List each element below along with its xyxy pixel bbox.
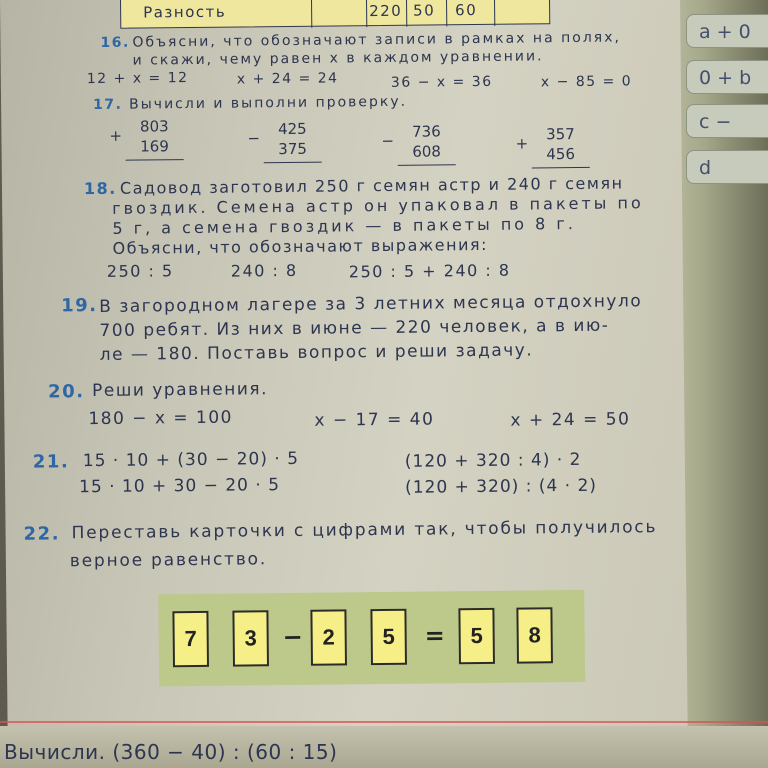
column-difference-1	[247, 119, 321, 164]
task-18-text-3: 5 г, а семена гвоздик — в пакеты по 8 г.	[112, 213, 576, 238]
task-21-expr-1: 15 · 10 + (30 − 20) · 5	[82, 448, 300, 472]
digit-cards-panel	[158, 590, 585, 686]
task-16-text-2: и скажи, чему равен x в каждом уравнении.	[132, 48, 544, 69]
task-17-text: Вычисли и выполни проверку.	[129, 93, 408, 113]
task-18-number: 18.	[83, 178, 117, 199]
task-20-eq-2: x − 17 = 40	[314, 409, 435, 431]
digit-card-2[interactable]: 2	[310, 609, 347, 665]
task-21-expr-3: (120 + 320 : 4) · 2	[404, 449, 582, 472]
task-20-eq-1: 180 − x = 100	[88, 407, 234, 430]
task-21-number: 21.	[32, 451, 70, 473]
digit-card-5[interactable]: 5	[370, 609, 407, 665]
table-value-3: 60	[455, 1, 478, 20]
column-sum-1	[109, 116, 183, 161]
task-21-expr-4: (120 + 320) : (4 · 2)	[405, 475, 598, 498]
task-22-number: 22.	[23, 523, 61, 545]
task-16-eq-1: 12 + x = 12	[86, 70, 189, 88]
task-16-text-1: Объясни, что обозначают записи в рамках на полях,	[132, 29, 621, 51]
margin-card-0-plus-b: 0 + b	[686, 60, 768, 94]
task-19-text-2: 700 ребят. Из них в июне — 220 человек, а в ию-	[99, 315, 610, 341]
difference-table	[120, 0, 550, 29]
table-value-1: 220	[369, 1, 403, 21]
task-18-expr-1: 250 : 5	[106, 261, 174, 281]
task-18-text-4: Объясни, что обозначают выражения:	[112, 234, 489, 258]
column-difference-2	[381, 121, 455, 166]
column-operand-a: 736	[411, 122, 441, 141]
task-19-text-1: В загородном лагере за 3 летних месяца отдохнуло	[99, 291, 643, 317]
table-label: Разность	[143, 2, 227, 22]
task-18-expr-2: 240 : 8	[230, 260, 298, 281]
task-18-expr-3: 250 : 5 + 240 : 8	[348, 260, 511, 282]
next-page-strip	[0, 726, 768, 768]
operator-sign: +	[109, 126, 123, 145]
task-22-text-2: верное равенство.	[69, 549, 268, 572]
task-16-number: 16.	[100, 34, 130, 51]
task-16-eq-3: 36 − x = 36	[390, 73, 493, 91]
task-20-number: 20.	[47, 381, 85, 403]
table-value-2: 50	[413, 1, 436, 20]
column-operand-a: 425	[277, 119, 307, 139]
equals-sign: =	[424, 621, 445, 650]
column-operand-b: 456	[546, 144, 576, 164]
operator-sign: −	[247, 129, 261, 148]
operator-sign: +	[515, 134, 529, 153]
task-19-text-3: ле — 180. Поставь вопрос и реши задачу.	[99, 340, 534, 365]
task-16-eq-4: x − 85 = 0	[540, 73, 633, 91]
column-operand-b: 169	[140, 137, 169, 156]
task-22-text-1: Переставь карточки с цифрами так, чтобы получилось	[71, 517, 658, 544]
margin-rule	[0, 721, 768, 723]
digit-card-5b[interactable]: 5	[458, 608, 495, 664]
margin-card-c-minus: c −	[686, 104, 768, 138]
digit-card-8[interactable]: 8	[516, 607, 553, 663]
task-17-number: 17.	[93, 96, 123, 114]
column-operand-a: 357	[546, 124, 575, 144]
column-operand-b: 375	[278, 139, 307, 159]
margin-card-d: d	[686, 150, 768, 184]
task-18-text-1: Садовод заготовил 250 г семян астр и 240 г семян	[119, 173, 624, 198]
column-operand-a: 803	[139, 117, 169, 136]
task-18-text-2: гвоздик. Семена астр он упаковал в пакеты по	[112, 193, 644, 218]
task-20-text: Реши уравнения.	[91, 379, 269, 402]
margin-card-a-plus-0: a + 0	[686, 14, 768, 48]
operator-sign: −	[381, 131, 395, 151]
task-21-expr-2: 15 · 10 + 30 − 20 · 5	[79, 475, 281, 498]
bottom-task-text: Вычисли. (360 − 40) : (60 : 15)	[4, 740, 338, 764]
digit-card-7[interactable]: 7	[172, 611, 209, 667]
column-sum-2	[515, 124, 589, 169]
digit-card-3[interactable]: 3	[232, 610, 269, 666]
task-20-eq-3: x + 24 = 50	[510, 409, 631, 431]
task-16-eq-2: x + 24 = 24	[236, 70, 339, 88]
task-19-number: 19.	[61, 294, 98, 317]
column-operand-b: 608	[412, 142, 442, 161]
minus-sign: −	[282, 622, 303, 652]
